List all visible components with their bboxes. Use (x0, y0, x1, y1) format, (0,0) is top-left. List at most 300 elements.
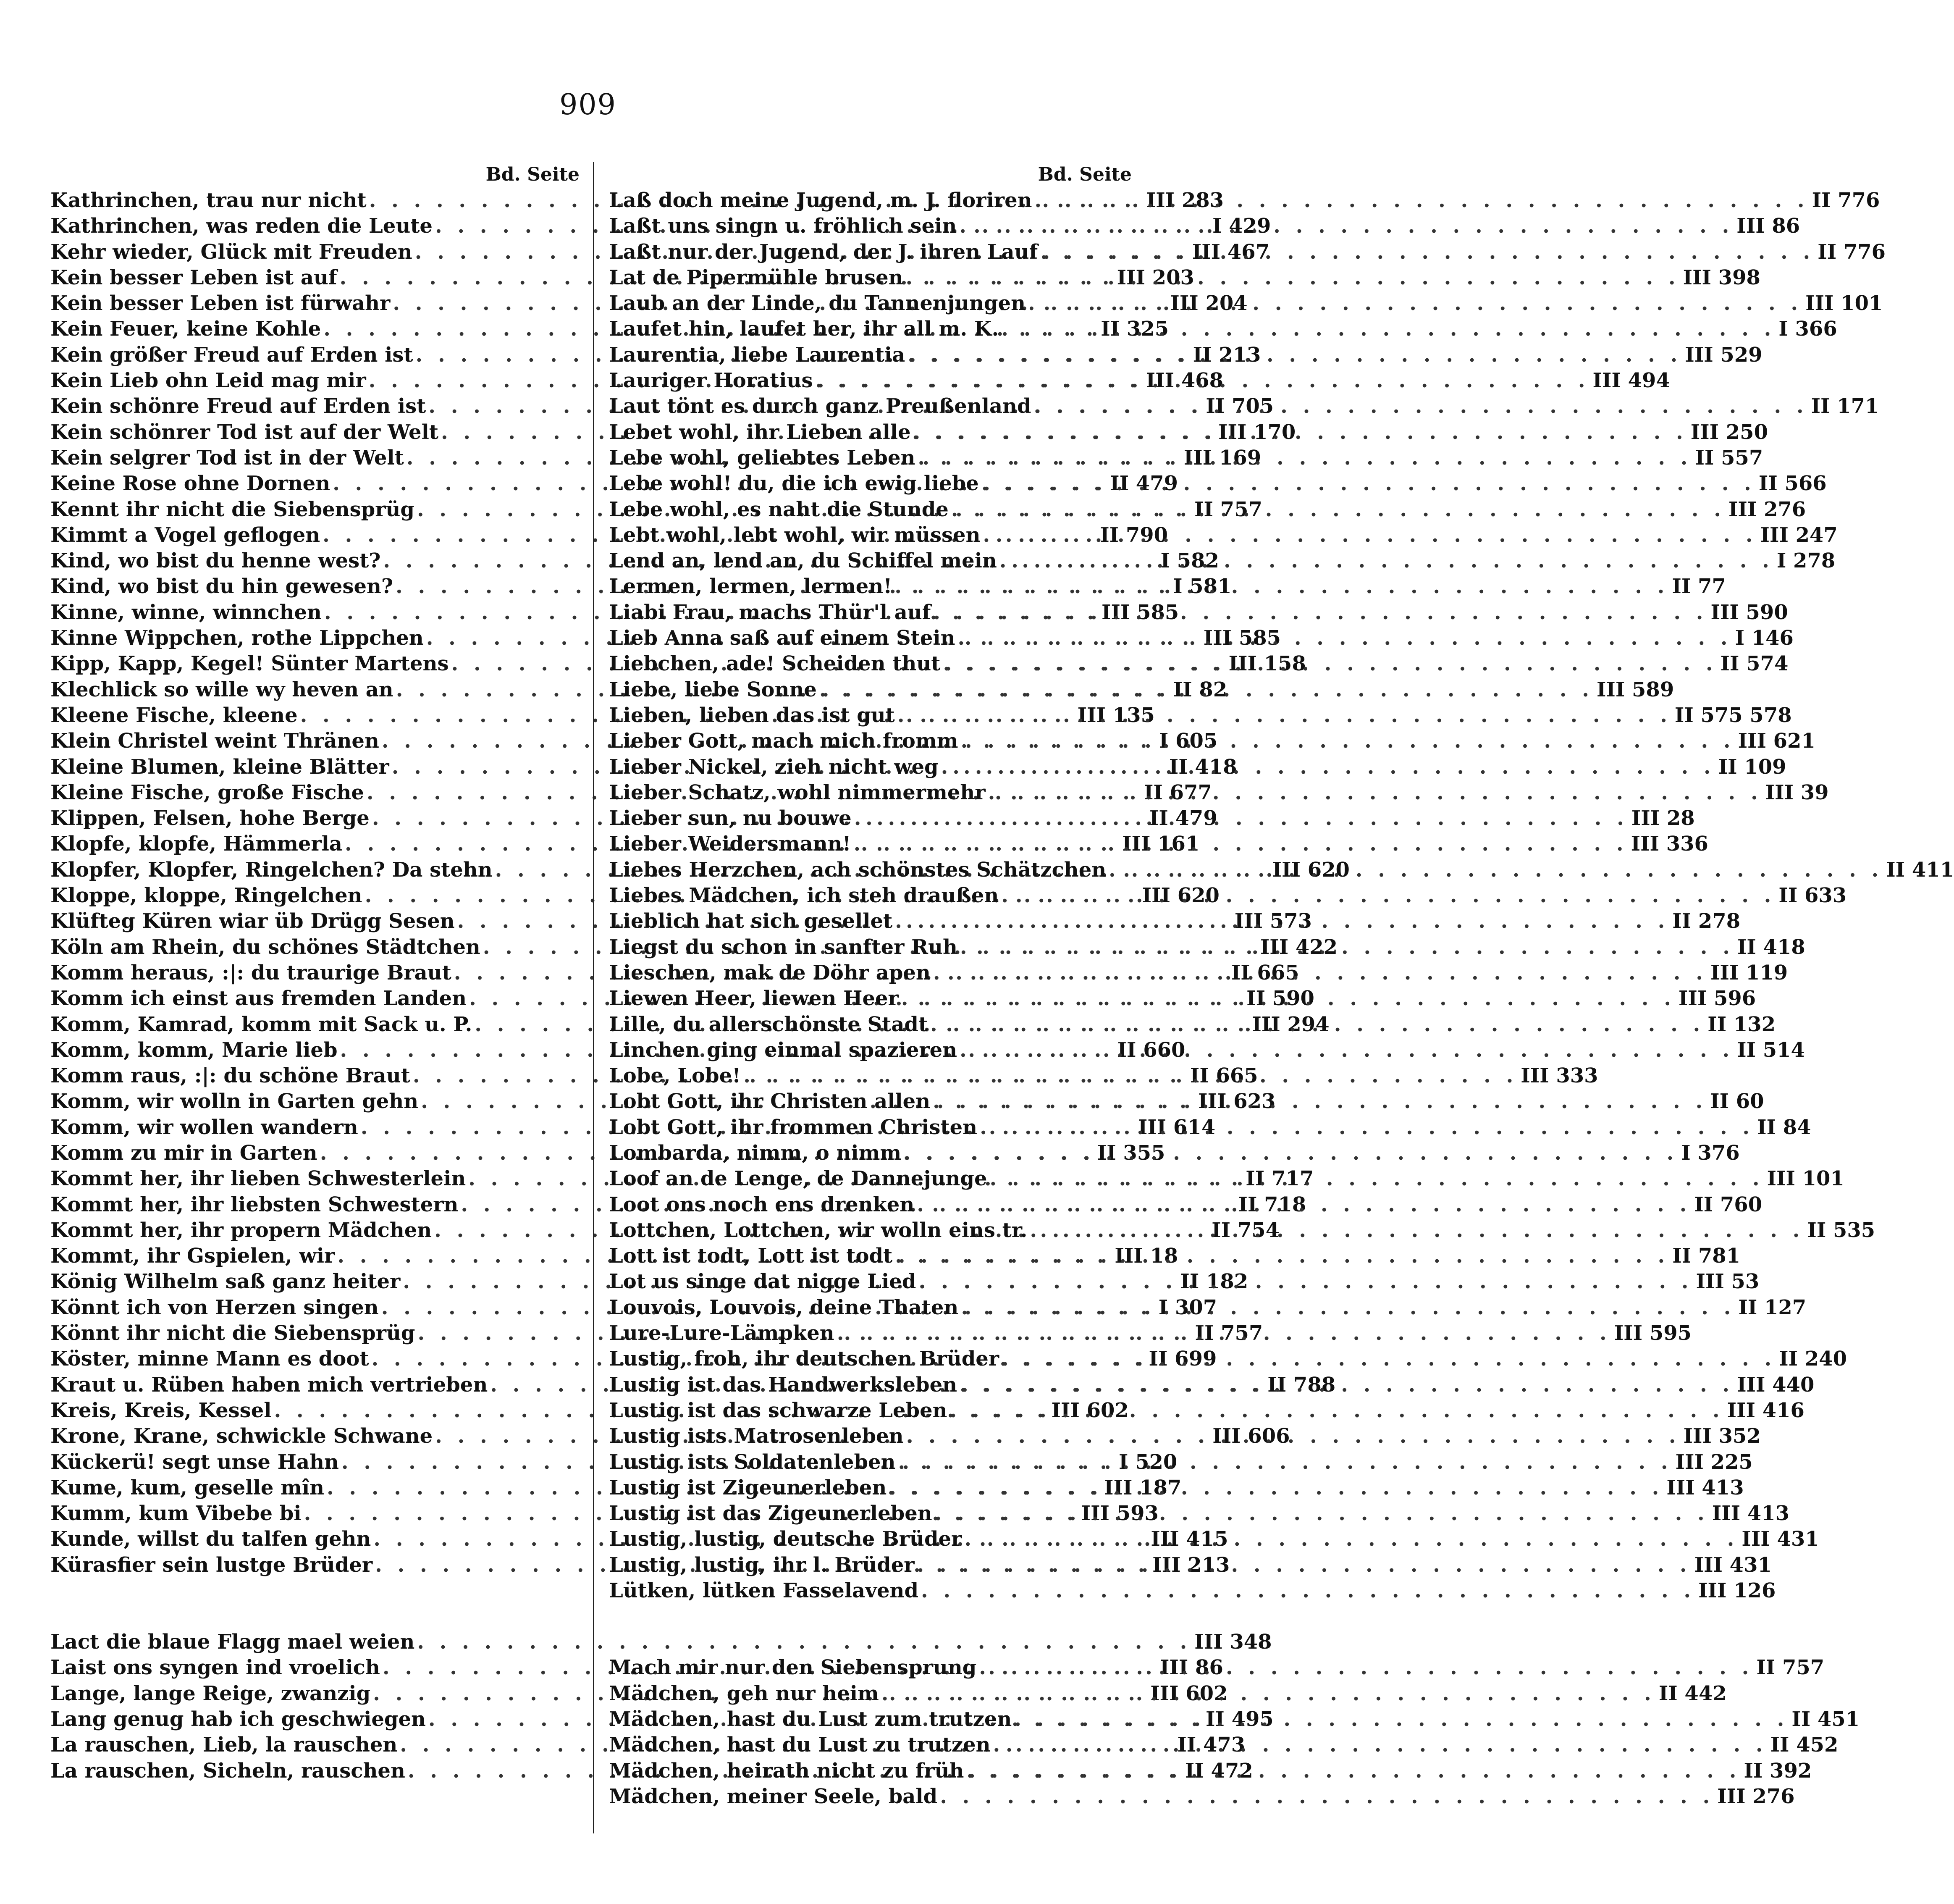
entry-title: Kennt ihr nicht die Siebensprüg (50, 497, 414, 521)
entry-reference: III 585 (1203, 626, 1281, 650)
dot-leader (937, 1784, 1714, 1809)
entry-title: La rauschen, Lieb, la rauschen (50, 1733, 398, 1757)
entry-title: Lütken, lütken Fasselavend (609, 1579, 919, 1603)
entry-reference: II 213 (1193, 343, 1261, 367)
entry-reference: II 757 (1194, 497, 1262, 521)
entry-reference: III 398 (1683, 265, 1760, 289)
dot-leader (1026, 291, 1802, 316)
dot-leader (957, 935, 1734, 960)
entry-title: Kein größer Freud auf Erden ist (50, 343, 413, 367)
entry-reference: III 53 (1696, 1270, 1760, 1294)
entry-reference: III 415 (1151, 1527, 1228, 1551)
entry-reference: II 77 (1672, 575, 1726, 599)
entry-title: Lustig ist das Zigeunerleben (609, 1502, 932, 1526)
dot-leader (901, 1140, 1678, 1166)
entry-reference: II 418 (1737, 935, 1805, 959)
dot-leader (892, 574, 1668, 599)
entry-title: Lebet wohl, ihr Lieben alle (609, 420, 911, 444)
dot-leader (977, 1115, 1754, 1140)
entry-reference: III 247 (1760, 523, 1838, 547)
entry-title: Kürasfier sein lustge Brüder (50, 1553, 373, 1577)
entry-title: Liebe, liebe Sonne (609, 678, 817, 701)
dot-leader (958, 1295, 1735, 1321)
entry-reference: II 566 (1758, 472, 1827, 496)
entry-reference: III 494 (1592, 369, 1670, 393)
entry-title: Kommt her, ihr propern Mädchen (50, 1218, 432, 1242)
entry-title: Komm raus, :|: du schöne Braut (50, 1064, 410, 1088)
entry-title: Lobe, Lobe! (609, 1064, 741, 1088)
entry-title: Lustig ist das Handwerksleben (609, 1373, 957, 1397)
entry-reference: III 614 (1138, 1115, 1216, 1139)
entry-title: Liebes Herzchen, ach schönstes Schätzchen (609, 858, 1107, 882)
dot-leader (979, 471, 1755, 496)
dot-leader (939, 754, 1715, 780)
entry-reference: II 574 (1720, 652, 1789, 676)
entry-reference: II 109 (1718, 755, 1786, 779)
entry-reference: II 514 (1737, 1038, 1805, 1062)
entry-title: Kommt her, ihr lieben Schwesterlein (50, 1167, 466, 1191)
entry-title: Kinne, winne, winnchen (50, 600, 322, 624)
entry-title: Kreis, Kreis, Kessel (50, 1398, 272, 1422)
entry-title: Lustig ist Zigeunerleben (609, 1476, 887, 1500)
dot-leader (852, 806, 1628, 831)
entry-title: Lobt Gott, ihr frommen Christen (609, 1115, 978, 1139)
entry-reference: II 451 (1791, 1707, 1860, 1731)
entry-title: Lact die blaue Flagg mael weien (50, 1630, 415, 1654)
entry-title: Laist ons syngen ind vroelich (50, 1656, 380, 1680)
entry-title: Mach mir nur den Siebensprung (609, 1656, 977, 1680)
dot-leader (903, 1423, 1680, 1449)
entry-reference: II 757 (1756, 1656, 1825, 1680)
entry-title: Laß doch meine Jugend, m. J. floriren (609, 189, 1032, 212)
entry-title: Kein besser Leben ist fürwahr (50, 292, 391, 315)
entry-title: Lustig ist das schwarze Leben (609, 1398, 947, 1422)
dot-leader (999, 883, 1775, 909)
entry-title: Laufet hin, laufet her, ihr all m. K. (609, 317, 999, 341)
entry-title: Kimmt a Vogel geflogen (50, 523, 320, 547)
dot-leader (999, 316, 1775, 342)
index-entry (609, 1140, 1740, 1166)
entry-title: Kinne Wippchen, rothe Lippchen (50, 626, 424, 650)
entry-reference: III 590 (1710, 600, 1788, 624)
dot-leader (916, 1269, 1692, 1295)
dot-leader (928, 1012, 1704, 1037)
entry-title: Mädchen, geh nur heim (609, 1681, 879, 1705)
dot-leader (1012, 1707, 1788, 1732)
entry-title: Lebe wohl! du, die ich ewig liebe (609, 472, 979, 496)
entry-reference: III 468 (1146, 369, 1223, 393)
entry-title: Lille, du allerschönste Stadt (609, 1012, 928, 1036)
entry-reference: II 557 (1695, 446, 1763, 470)
dot-leader (932, 1501, 1709, 1526)
entry-reference: II 677 (1144, 780, 1212, 804)
dot-leader (957, 1037, 1734, 1063)
entry-title: Lang genug hab ich geschwiegen (50, 1707, 426, 1731)
entry-title: Könnt ich von Herzen singen (50, 1295, 379, 1319)
entry-reference: III 589 (1596, 678, 1674, 701)
entry-reference: II 418 (1169, 755, 1237, 779)
entry-reference: III 595 (1614, 1321, 1692, 1345)
dot-leader (957, 213, 1733, 239)
dot-leader (947, 1398, 1724, 1423)
entry-reference: III 28 (1631, 806, 1695, 830)
entry-title: Lustig, lustig, ihr l. Brüder (609, 1553, 915, 1577)
entry-title: Kind, wo bist du hin gewesen? (50, 575, 393, 599)
entry-reference: II 355 (1097, 1141, 1165, 1165)
entry-reference: III 333 (1521, 1064, 1598, 1088)
entry-reference: II 472 (1185, 1759, 1253, 1783)
dot-leader (915, 445, 1692, 471)
entry-title: Lieb Anna saß auf einem Stein (609, 626, 955, 650)
dot-leader (940, 651, 1717, 677)
entry-title: Keine Rose ohne Dornen (50, 472, 330, 496)
dot-leader (879, 1681, 1655, 1707)
entry-reference: III 573 (1234, 909, 1312, 933)
entry-title: Liebchen, ade! Scheiden thut (609, 652, 941, 676)
entry-title: Lobt Gott, ihr Christen allen (609, 1090, 931, 1114)
left-column-header: Bd. Seite (485, 164, 580, 185)
page-number: 909 (559, 88, 616, 121)
entry-title: Lebe wohl, es naht die Stunde (609, 497, 949, 521)
entry-reference: III 101 (1767, 1167, 1844, 1191)
entry-title: Krone, Krane, schwickle Schwane (50, 1424, 433, 1448)
dot-leader (887, 1475, 1663, 1501)
entry-title: Köln am Rhein, du schönes Städtchen (50, 935, 480, 959)
entry-reference: III 86 (1736, 214, 1800, 238)
entry-reference: III 602 (1051, 1398, 1129, 1422)
entry-reference: III 86 (1159, 1656, 1223, 1680)
entry-title: Kein schönre Freud auf Erden ist (50, 394, 426, 418)
entry-title: Liewen Heer, liewen Heer (609, 987, 899, 1011)
entry-title: Kommt her, ihr liebsten Schwestern (50, 1192, 459, 1216)
dot-leader (895, 703, 1671, 728)
entry-title: Klüfteg Küren wiar üb Drügg Sesen (50, 909, 455, 933)
entry-title: Liebes Mädchen, ich steh draußen (609, 884, 999, 908)
dot-leader (914, 1192, 1691, 1218)
entry-reference: II 452 (1770, 1733, 1839, 1757)
entry-title: Lieben, lieben das ist gut (609, 703, 895, 727)
entry-title: Lure-Lure-Lämpken (609, 1321, 834, 1345)
entry-reference: II 757 (1195, 1321, 1263, 1345)
entry-title: Kumm, kum Vibebe bi (50, 1502, 302, 1526)
entry-title: Linchen ging einmal spazieren (609, 1038, 957, 1062)
entry-reference: I 581 (1173, 575, 1232, 599)
dot-leader (918, 1578, 1695, 1604)
entry-reference: III 593 (1081, 1502, 1159, 1526)
entry-reference: III 161 (1122, 832, 1200, 856)
dot-leader (851, 831, 1628, 857)
entry-title: Lot us singe dat nigge Lied (609, 1270, 916, 1294)
entry-title: Lustig ists Soldatenleben (609, 1450, 896, 1474)
index-entry (609, 1578, 1776, 1604)
entry-title: Lieblich hat sich gesellet (609, 909, 893, 933)
entry-title: Lott ist todt, Lott ist todt (609, 1244, 893, 1268)
entry-reference: III 422 (1260, 935, 1338, 959)
entry-reference: II 754 (1212, 1218, 1280, 1242)
entry-reference: III 529 (1685, 343, 1763, 367)
entry-reference: III 225 (1675, 1450, 1753, 1474)
entry-reference: II 392 (1744, 1759, 1812, 1783)
entry-title: Loof an de Lenge, de Dannejunge (609, 1167, 987, 1191)
entry-title: Kein selgrer Tod ist in der Welt (50, 446, 404, 470)
entry-reference: III 158 (1228, 652, 1306, 676)
dot-leader (892, 1243, 1669, 1269)
dot-leader (949, 497, 1725, 523)
entry-reference: II 717 (1246, 1167, 1314, 1191)
entry-reference: II 535 (1807, 1218, 1875, 1242)
entry-reference: III 431 (1742, 1527, 1819, 1551)
entry-reference: III 250 (1690, 420, 1768, 444)
entry-title: Lange, lange Reige, zwanzig (50, 1681, 371, 1705)
index-entry (609, 1784, 1795, 1809)
entry-reference: II 411 (1886, 858, 1954, 882)
entry-title: Lieber sun, nu bouwe (609, 806, 852, 830)
entry-title: Liabi Frau, machs Thür'l auf (609, 600, 931, 624)
entry-title: Lebt wohl, lebt wohl, wir müssen (609, 523, 981, 547)
entry-title: Kehr wieder, Glück mit Freuden (50, 240, 412, 264)
dot-leader (991, 1732, 1767, 1758)
entry-title: Komm, wir wollen wandern (50, 1115, 358, 1139)
entry-reference: II 699 (1149, 1347, 1217, 1371)
entry-title: Kleine Fische, große Fische (50, 780, 364, 804)
column-divider (593, 162, 594, 1833)
entry-reference: III 431 (1694, 1553, 1772, 1577)
entry-title: Lombarda, nimm, o nimm (609, 1141, 902, 1165)
entry-reference: I 520 (1118, 1450, 1178, 1474)
entry-reference: II 479 (1149, 806, 1217, 830)
entry-title: Kein Lieb ohn Leid mag mir (50, 369, 366, 393)
entry-reference: III 119 (1710, 961, 1788, 985)
entry-reference: III 440 (1737, 1373, 1815, 1397)
entry-title: Lend an, lend an, du Schiffel mein (609, 549, 997, 573)
entry-title: Lottchen, Lottchen, wir wolln eins tr. (609, 1218, 1028, 1242)
dot-leader (976, 1655, 1753, 1681)
entry-title: Lieber Gott, mach mich fromm (609, 729, 958, 753)
entry-title: Klechlick so wille wy heven an (50, 678, 393, 701)
entry-title: Klippen, Felsen, hohe Berge (50, 806, 370, 830)
entry-reference: II 479 (1110, 472, 1178, 496)
entry-reference: III 596 (1678, 987, 1756, 1011)
index-entry (609, 1398, 1804, 1423)
entry-reference: I 146 (1735, 626, 1794, 650)
entry-title: Komm zu mir in Garten (50, 1141, 317, 1165)
entry-reference: III 204 (1170, 292, 1248, 315)
entry-title: Kein besser Leben ist auf (50, 265, 337, 289)
dot-leader (834, 1321, 1611, 1346)
dot-leader (980, 523, 1757, 548)
entry-title: Laut tönt es durch ganz Preußenland (609, 394, 1031, 418)
entry-reference: II 718 (1238, 1192, 1306, 1216)
entry-title: Lustig ists Matrosenleben (609, 1424, 904, 1448)
entry-title: Lieber Schatz, wohl nimmermehr (609, 780, 986, 804)
entry-reference: I 278 (1776, 549, 1836, 573)
entry-reference: III 135 (1077, 703, 1155, 727)
entry-reference: III 623 (1198, 1090, 1276, 1114)
entry-title: Klopfe, klopfe, Hämmerla (50, 832, 343, 856)
entry-title: Komm, komm, Marie lieb (50, 1038, 338, 1062)
entry-reference: III 294 (1252, 1012, 1330, 1036)
entry-reference: III 620 (1272, 858, 1350, 882)
dot-leader (957, 1372, 1734, 1398)
entry-title: Lustig, lustig, deutsche Brüder (609, 1527, 962, 1551)
entry-title: Kathrinchen, trau nur nicht (50, 189, 367, 212)
dot-leader (899, 986, 1675, 1011)
entry-title: Kraut u. Rüben haben mich vertrieben (50, 1373, 488, 1397)
entry-reference: I 376 (1681, 1141, 1740, 1165)
dot-leader (1031, 394, 1808, 419)
entry-title: Kleene Fische, kleene (50, 703, 298, 727)
entry-title: Lustig, froh, ihr deutschen Brüder (609, 1347, 999, 1371)
entry-reference: II 788 (1267, 1373, 1336, 1397)
entry-title: Laurentia, liebe Laurentia (609, 343, 905, 367)
group-gap (609, 1604, 1132, 1655)
entry-title: Kathrinchen, was reden die Leute (50, 214, 433, 238)
dot-leader (741, 1063, 1517, 1089)
entry-title: Laßt uns singn u. fröhlich sein (609, 214, 957, 238)
index-entry (609, 703, 1792, 728)
entry-reference: II 84 (1757, 1115, 1811, 1139)
dot-leader (1032, 188, 1809, 213)
entry-reference: III 39 (1765, 780, 1829, 804)
entry-reference: II 790 (1100, 523, 1168, 547)
entry-reference: II 82 (1173, 678, 1227, 701)
entry-reference: III 467 (1192, 240, 1270, 264)
entry-title: Lieber Nickel, zieh nicht weg (609, 755, 939, 779)
entry-reference: II 473 (1177, 1733, 1246, 1757)
entry-title: Kleine Blumen, kleine Blätter (50, 755, 389, 779)
dot-leader (915, 1552, 1691, 1578)
entry-title: Komm, wir wolln in Garten gehn (50, 1090, 419, 1114)
entry-title: La rauschen, Sicheln, rauschen (50, 1759, 405, 1783)
entry-reference: II 776 (1818, 240, 1886, 264)
entry-reference: III 602 (1150, 1681, 1228, 1705)
entry-reference: II 127 (1738, 1295, 1807, 1319)
dot-leader (930, 1089, 1707, 1114)
dot-leader (903, 265, 1680, 291)
entry-reference: III 101 (1805, 292, 1883, 315)
right-column-header: Bd. Seite (1038, 164, 1132, 185)
entry-title: Laßt nur der Jugend, der J. ihren Lauf (609, 240, 1038, 264)
entry-title: Mädchen, heirath nicht zu früh (609, 1759, 964, 1783)
entry-reference: II 575 578 (1674, 703, 1792, 727)
entry-reference: III 606 (1212, 1424, 1290, 1448)
entry-title: Mädchen, hast du Lust zu trutzen (609, 1733, 991, 1757)
entry-reference: III 276 (1717, 1784, 1795, 1808)
dot-leader (1106, 857, 1883, 883)
entry-reference: II 633 (1778, 884, 1847, 908)
dot-leader (964, 1758, 1740, 1784)
index-entry (609, 1501, 1789, 1526)
entry-reference: II 132 (1707, 1012, 1776, 1036)
entry-reference: III 169 (1183, 446, 1262, 470)
entry-title: Mädchen, meiner Seele, bald (609, 1784, 938, 1808)
entry-title: Komm ich einst aus fremden Landen (50, 987, 467, 1011)
entry-title: Lat de Pipermühle brusen (609, 265, 903, 289)
dot-leader (931, 960, 1707, 986)
entry-reference: III 283 (1146, 189, 1224, 212)
dot-leader (895, 1450, 1672, 1475)
dot-leader (962, 1526, 1738, 1552)
dot-leader (987, 1166, 1764, 1192)
entry-reference: II 278 (1672, 909, 1741, 933)
entry-title: König Wilhelm saß ganz heiter (50, 1270, 401, 1294)
entry-reference: II 325 (1101, 317, 1169, 341)
entry-reference: III 413 (1666, 1476, 1744, 1500)
entry-reference: I 582 (1160, 549, 1219, 573)
entry-reference: III 187 (1104, 1476, 1182, 1500)
dot-leader (905, 342, 1681, 368)
entry-title: Klopfer, Klopfer, Ringelchen? Da stehn (50, 858, 493, 882)
entry-reference: III 276 (1728, 497, 1806, 521)
entry-reference: II 705 (1206, 394, 1274, 418)
entry-reference: III 213 (1152, 1553, 1230, 1577)
dot-leader (997, 548, 1773, 574)
entry-title: Könnt ihr nicht die Siebensprüg (50, 1321, 415, 1345)
dot-leader (999, 1346, 1776, 1372)
entry-reference: I 429 (1212, 214, 1271, 238)
dot-leader (817, 677, 1593, 703)
dot-leader (986, 780, 1762, 806)
entry-reference: II 60 (1710, 1090, 1764, 1114)
dot-leader (931, 600, 1707, 625)
entry-title: Laub an der Linde, du Tannenjungen (609, 292, 1026, 315)
entry-title: Lieber Weidersmann! (609, 832, 851, 856)
entry-reference: II 495 (1205, 1707, 1274, 1731)
dot-leader (958, 728, 1735, 754)
entry-reference: I 366 (1778, 317, 1837, 341)
entry-title: Lebe wohl, geliebtes Leben (609, 446, 915, 470)
entry-title: Kückerü! segt unse Hahn (50, 1450, 339, 1474)
entry-title: Lauriger Horatius (609, 369, 813, 393)
entry-title: Kommt, ihr Gspielen, wir (50, 1244, 335, 1268)
entry-reference: III 336 (1631, 832, 1708, 856)
dot-leader (1027, 1218, 1804, 1243)
group-gap (50, 1578, 580, 1629)
entry-title: Mädchen, hast du Lust zum trutzen (609, 1707, 1012, 1731)
dot-leader (911, 420, 1687, 445)
entry-title: Kind, wo bist du henne west? (50, 549, 381, 573)
entry-reference: III 413 (1712, 1502, 1789, 1526)
entry-title: Loot ons noch ens drenken (609, 1192, 915, 1216)
entry-reference: II 665 (1190, 1064, 1258, 1088)
entry-reference: II 776 (1812, 189, 1880, 212)
entry-reference: III 348 (1194, 1630, 1272, 1654)
entry-reference: III 416 (1727, 1398, 1804, 1422)
entry-title: Lermen, lermen, lermen! (609, 575, 892, 599)
entry-title: Kein Feuer, keine Kohle (50, 317, 321, 341)
entry-reference: III 585 (1102, 600, 1179, 624)
entry-reference: I 605 (1159, 729, 1218, 753)
entry-reference: II 240 (1779, 1347, 1847, 1371)
dot-leader (1038, 239, 1814, 265)
entry-reference: III 170 (1218, 420, 1296, 444)
entry-title: Liegst du schon in sanfter Ruh (609, 935, 957, 959)
entry-title: Komm, Kamrad, komm mit Sack u. P. (50, 1012, 472, 1036)
dot-leader (955, 625, 1732, 651)
entry-reference: III 620 (1142, 884, 1220, 908)
entry-reference: III 352 (1683, 1424, 1761, 1448)
entry-reference: II 760 (1694, 1192, 1763, 1216)
entry-title: Lieschen, mak de Döhr apen (609, 961, 931, 985)
entry-reference: III 203 (1117, 265, 1194, 289)
entry-title: Köster, minne Mann es doot (50, 1347, 369, 1371)
entry-reference: III 18 (1115, 1244, 1178, 1268)
entry-title: Kipp, Kapp, Kegel! Sünter Martens (50, 652, 449, 676)
entry-reference: III 621 (1738, 729, 1815, 753)
entry-title: Kloppe, kloppe, Ringelchen (50, 884, 362, 908)
entry-title: Kunde, willst du talfen gehn (50, 1527, 371, 1551)
entry-title: Kume, kum, geselle mîn (50, 1476, 324, 1500)
